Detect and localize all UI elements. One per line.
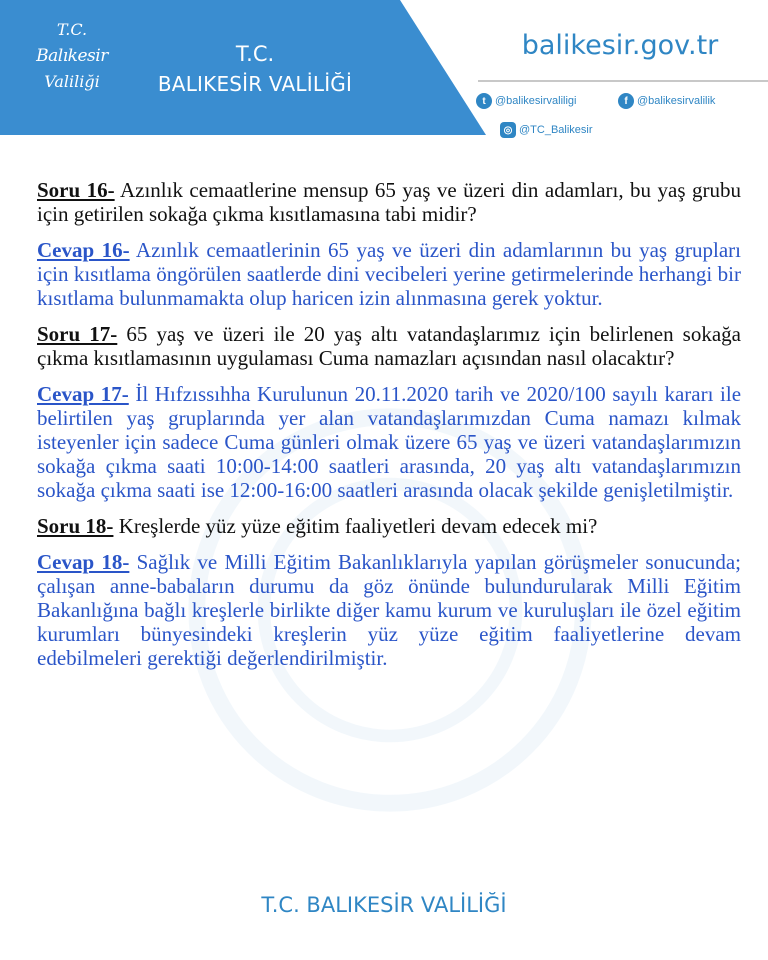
question-16	[37, 178, 741, 226]
facebook-handle[interactable]	[618, 93, 715, 109]
facebook-icon: f	[618, 93, 634, 109]
answer-text: Azınlık cemaatlerinin 65 yaş ve üzeri din adamlarının bu yaş grupları için kısıtlama öngörülen saatlerde dini vecibeleri yerine getirmelerinde herhangi bir kısıtlama bulunmamakta olup haricen izin alınmasına gerek yoktur.	[37, 238, 741, 310]
instagram-icon: ◎	[500, 122, 516, 138]
header-divider	[478, 80, 768, 82]
website-link[interactable]: balikesir.gov.tr	[521, 30, 719, 61]
logo-office-text: Valiliği	[44, 72, 100, 91]
answer-label: Cevap 16-	[37, 238, 130, 262]
question-label: Soru 18-	[37, 514, 114, 538]
question-text: 65 yaş ve üzeri ile 20 yaş altı vatandaşlarımız için belirlenen sokağa çıkma kısıtlamasının uygulaması Cuma namazları açısından nasıl olacaktır?	[37, 322, 741, 370]
answer-label: Cevap 17-	[37, 382, 129, 406]
question-17	[37, 322, 741, 370]
faq-content	[37, 178, 741, 682]
logo-city-text: Balıkesir	[36, 46, 108, 66]
instagram-handle[interactable]	[500, 122, 593, 138]
twitter-handle-text: @balikesirvaliligi	[495, 95, 577, 107]
answer-18	[37, 550, 741, 670]
twitter-handle[interactable]	[476, 93, 576, 109]
facebook-handle-text: @balikesirvalilik	[637, 95, 716, 107]
valilik-logo	[26, 20, 118, 110]
question-text: Azınlık cemaatlerine mensup 65 yaş ve üzeri din adamları, bu yaş grubu için getirilen sokağa çıkma kısıtlamasına tabi midir?	[37, 178, 741, 226]
answer-text: İl Hıfzıssıhha Kurulunun 20.11.2020 tarih ve 2020/100 sayılı kararı ile belirtilen yaş gruplarında yer alan vatandaşlarımızdan Cuma namazı kılmak isteyenler için sadece Cuma günleri olmak üzere 65 yaş ve üzeri vatandaşlarımızın sokağa çıkma saati 10:00-14:00 saatleri arasında, 20 yaş altı vatandaşlarımızın sokağa çıkma saati ise 12:00-16:00 saatleri arasında olacak şekilde genişletilmiştir.	[37, 382, 742, 502]
answer-16	[37, 238, 741, 310]
answer-label: Cevap 18-	[37, 550, 130, 574]
question-text: Kreşlerde yüz yüze eğitim faaliyetleri devam edecek mi?	[118, 514, 598, 538]
instagram-handle-text: @TC_Balikesir	[519, 124, 593, 136]
footer-title: T.C. BALIKESİR VALİLİĞİ	[261, 893, 507, 917]
answer-17	[37, 382, 741, 502]
answer-text: Sağlık ve Milli Eğitim Bakanlıklarıyla yapılan görüşmeler sonucunda; çalışan anne-babaların durumu da göz önünde bulundurularak Milli Eğitim Bakanlığına bağlı kreşlerle birlikte diğer kamu kurum ve kuruluşları ile özel eğitim kurumları bünyesindeki kreşlerin yüz yüze eğitim faaliyetlerine devam edebilmeleri gerektiği değerlendirilmiştir.	[37, 550, 741, 670]
question-18	[37, 514, 741, 538]
header-tc: T.C.	[235, 42, 275, 66]
header-title: BALIKESİR VALİLİĞİ	[157, 72, 353, 96]
logo-tc-text: T.C.	[56, 20, 88, 39]
question-label: Soru 17-	[37, 322, 118, 346]
twitter-icon: t	[476, 93, 492, 109]
question-label: Soru 16-	[37, 178, 115, 202]
